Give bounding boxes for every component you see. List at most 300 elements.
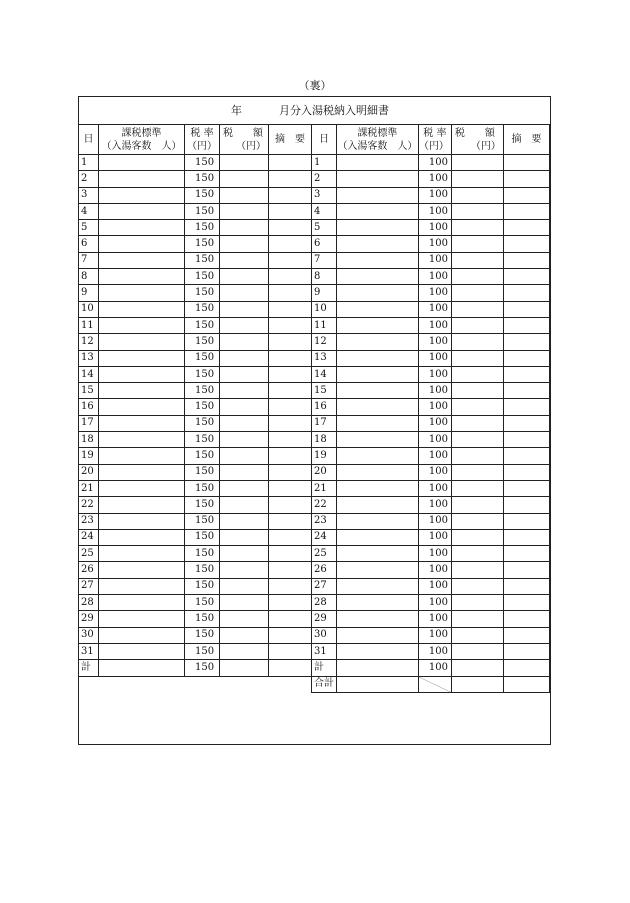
rate-cell: 100: [418, 171, 451, 187]
tax-base-input-cell[interactable]: [337, 317, 419, 333]
table-row: [79, 415, 312, 431]
remarks-input-cell[interactable]: [269, 513, 312, 529]
remarks-input-cell[interactable]: [503, 252, 549, 268]
rate-cell: 150: [185, 203, 220, 219]
tax-base-input-cell[interactable]: [337, 220, 419, 236]
remarks-input-cell[interactable]: [503, 415, 549, 431]
remarks-input-cell[interactable]: [269, 187, 312, 203]
remarks-input-cell[interactable]: [503, 497, 549, 513]
tax-amount-input-cell[interactable]: [451, 611, 503, 627]
rate-label: 税 率: [423, 127, 447, 139]
rate-cell: 150: [185, 480, 220, 496]
tax-base-input-cell[interactable]: [337, 187, 419, 203]
remarks-input-cell[interactable]: [269, 643, 312, 659]
remarks-input-cell[interactable]: [269, 350, 312, 366]
remarks-input-cell[interactable]: [503, 301, 549, 317]
day-cell: 27: [79, 578, 99, 594]
tax-base-input-cell[interactable]: [99, 643, 185, 659]
tax-base-input-cell[interactable]: [99, 317, 185, 333]
rate-cell: 100: [418, 480, 451, 496]
grand-total-remarks-input-cell[interactable]: [503, 676, 549, 692]
day-cell: 17: [312, 415, 337, 431]
rate-cell: 150: [185, 399, 220, 415]
tax-amount-input-cell[interactable]: [451, 187, 503, 203]
tax-amount-input-cell[interactable]: [451, 643, 503, 659]
rate-cell: 100: [418, 383, 451, 399]
day-cell: 25: [79, 546, 99, 562]
rate-cell: 100: [418, 220, 451, 236]
remarks-input-cell[interactable]: [503, 285, 549, 301]
tax-base-input-cell[interactable]: [99, 497, 185, 513]
remarks-input-cell[interactable]: [503, 334, 549, 350]
rate-cell: 150: [185, 464, 220, 480]
tax-amount-input-cell[interactable]: [220, 595, 269, 611]
tax-base-input-cell[interactable]: [337, 203, 419, 219]
total-label: 計: [79, 660, 99, 676]
tax-amount-input-cell[interactable]: [451, 480, 503, 496]
table-row: [79, 480, 312, 496]
grand-total-row: [312, 676, 550, 692]
remarks-input-cell[interactable]: [269, 480, 312, 496]
table-row: [79, 301, 312, 317]
tax-base-input-cell[interactable]: [99, 236, 185, 252]
tax-base-input-cell[interactable]: [337, 350, 419, 366]
day-cell: 10: [312, 301, 337, 317]
table-row: [312, 562, 550, 578]
day-cell: 27: [312, 578, 337, 594]
remarks-input-cell[interactable]: [269, 432, 312, 448]
total-remarks-input-cell[interactable]: [503, 660, 549, 676]
table-row: [79, 546, 312, 562]
rate-cell: 100: [418, 236, 451, 252]
amount-label: 税 額: [454, 127, 495, 139]
tax-base-input-cell[interactable]: [99, 171, 185, 187]
tax-amount-input-cell[interactable]: [220, 383, 269, 399]
total-amount-input-cell[interactable]: [451, 660, 503, 676]
total-label: 計: [312, 660, 337, 676]
tax-amount-input-cell[interactable]: [220, 643, 269, 659]
remarks-input-cell[interactable]: [503, 203, 549, 219]
remarks-input-cell[interactable]: [269, 171, 312, 187]
tax-base-input-cell[interactable]: [337, 611, 419, 627]
total-tax-base-input-cell[interactable]: [337, 660, 419, 676]
table-row: [79, 350, 312, 366]
total-row: [79, 660, 312, 676]
day-cell: 13: [312, 350, 337, 366]
tax-base-input-cell[interactable]: [99, 611, 185, 627]
day-cell: 6: [312, 236, 337, 252]
table-row: [79, 578, 312, 594]
remarks-input-cell[interactable]: [269, 595, 312, 611]
remarks-input-cell[interactable]: [269, 611, 312, 627]
tax-amount-input-cell[interactable]: [451, 236, 503, 252]
remarks-input-cell[interactable]: [503, 366, 549, 382]
day-cell: 21: [312, 480, 337, 496]
tax-base-input-cell[interactable]: [337, 383, 419, 399]
tax-amount-input-cell[interactable]: [220, 448, 269, 464]
tax-base-input-cell[interactable]: [99, 464, 185, 480]
remarks-input-cell[interactable]: [269, 415, 312, 431]
tax-amount-input-cell[interactable]: [451, 432, 503, 448]
tax-amount-input-cell[interactable]: [220, 171, 269, 187]
rate-cell: 100: [418, 269, 451, 285]
rate-cell: 150: [185, 562, 220, 578]
remarks-input-cell[interactable]: [503, 155, 549, 171]
tax-amount-input-cell[interactable]: [451, 464, 503, 480]
remarks-input-cell[interactable]: [269, 546, 312, 562]
table-row: [79, 448, 312, 464]
remarks-input-cell[interactable]: [269, 383, 312, 399]
tax-amount-input-cell[interactable]: [220, 627, 269, 643]
table-row: [79, 366, 312, 382]
tax-amount-input-cell[interactable]: [451, 415, 503, 431]
tax-amount-input-cell[interactable]: [451, 562, 503, 578]
tax-amount-input-cell[interactable]: [451, 497, 503, 513]
tax-amount-input-cell[interactable]: [451, 155, 503, 171]
tax-base-input-cell[interactable]: [99, 187, 185, 203]
tax-base-input-cell[interactable]: [99, 252, 185, 268]
day-cell: 19: [312, 448, 337, 464]
rate-cell: 150: [185, 220, 220, 236]
remarks-input-cell[interactable]: [503, 464, 549, 480]
rate-cell: 150: [185, 383, 220, 399]
rate-cell: 150: [185, 415, 220, 431]
remarks-input-cell[interactable]: [269, 578, 312, 594]
table-row: [79, 155, 312, 171]
tax-amount-input-cell[interactable]: [451, 399, 503, 415]
day-cell: 22: [79, 497, 99, 513]
rate-cell: 150: [185, 432, 220, 448]
tax-base-input-cell[interactable]: [337, 497, 419, 513]
remarks-input-cell[interactable]: [503, 399, 549, 415]
remarks-input-cell[interactable]: [503, 643, 549, 659]
tax-base-input-cell[interactable]: [337, 578, 419, 594]
tax-amount-input-cell[interactable]: [220, 513, 269, 529]
rate-cell: 100: [418, 627, 451, 643]
remarks-input-cell[interactable]: [503, 269, 549, 285]
tax-base-input-cell[interactable]: [337, 546, 419, 562]
tax-amount-input-cell[interactable]: [220, 562, 269, 578]
tax-amount-input-cell[interactable]: [220, 546, 269, 562]
day-cell: 28: [312, 595, 337, 611]
remarks-input-cell[interactable]: [269, 562, 312, 578]
remarks-input-cell[interactable]: [269, 155, 312, 171]
remarks-input-cell[interactable]: [503, 611, 549, 627]
tax-base-input-cell[interactable]: [99, 334, 185, 350]
diagonal-slash: [419, 677, 451, 692]
tax-amount-input-cell[interactable]: [451, 529, 503, 545]
tax-amount-input-cell[interactable]: [220, 301, 269, 317]
tax-base-input-cell[interactable]: [99, 399, 185, 415]
table-row: [312, 399, 550, 415]
remarks-input-cell[interactable]: [503, 595, 549, 611]
day-cell: 25: [312, 546, 337, 562]
tax-amount-input-cell[interactable]: [220, 464, 269, 480]
tax-amount-input-cell[interactable]: [451, 334, 503, 350]
tax-base-input-cell[interactable]: [99, 285, 185, 301]
tax-amount-input-cell[interactable]: [220, 285, 269, 301]
remarks-input-cell[interactable]: [269, 285, 312, 301]
rate-cell: 150: [185, 269, 220, 285]
rate-cell: 100: [418, 448, 451, 464]
tax-base-input-cell[interactable]: [99, 203, 185, 219]
remarks-input-cell[interactable]: [269, 464, 312, 480]
remarks-input-cell[interactable]: [269, 529, 312, 545]
remarks-input-cell[interactable]: [503, 317, 549, 333]
header-row: [79, 125, 312, 155]
day-cell: 8: [79, 269, 99, 285]
day-cell: 29: [312, 611, 337, 627]
tax-amount-input-cell[interactable]: [451, 269, 503, 285]
remarks-input-cell[interactable]: [269, 366, 312, 382]
tax-base-input-cell[interactable]: [337, 236, 419, 252]
remarks-input-cell[interactable]: [269, 269, 312, 285]
tax-amount-input-cell[interactable]: [451, 171, 503, 187]
tax-base-input-cell[interactable]: [337, 285, 419, 301]
tax-amount-input-cell[interactable]: [451, 383, 503, 399]
remarks-input-cell[interactable]: [503, 432, 549, 448]
col-header-rate: [418, 125, 451, 155]
remarks-input-cell[interactable]: [503, 578, 549, 594]
rate-cell: 100: [418, 285, 451, 301]
table-row: [312, 513, 550, 529]
rate-cell: 100: [418, 252, 451, 268]
tax-base-input-cell[interactable]: [337, 480, 419, 496]
remarks-input-cell[interactable]: [269, 399, 312, 415]
rate-cell: 150: [185, 497, 220, 513]
remarks-input-cell[interactable]: [503, 627, 549, 643]
tax-amount-input-cell[interactable]: [451, 366, 503, 382]
remarks-input-cell[interactable]: [269, 252, 312, 268]
day-cell: 4: [312, 203, 337, 219]
tax-amount-input-cell[interactable]: [220, 155, 269, 171]
rate-cell: 150: [185, 301, 220, 317]
tax-base-input-cell[interactable]: [99, 562, 185, 578]
tax-amount-input-cell[interactable]: [451, 203, 503, 219]
remarks-input-cell[interactable]: [503, 220, 549, 236]
day-cell: 23: [79, 513, 99, 529]
tax-amount-input-cell[interactable]: [220, 236, 269, 252]
tax-amount-input-cell[interactable]: [451, 252, 503, 268]
rate-cell: 100: [418, 366, 451, 382]
tax-base-input-cell[interactable]: [337, 529, 419, 545]
tax-amount-input-cell[interactable]: [220, 220, 269, 236]
tax-amount-input-cell[interactable]: [220, 529, 269, 545]
tax-amount-input-cell[interactable]: [451, 350, 503, 366]
tax-amount-input-cell[interactable]: [220, 334, 269, 350]
tax-amount-input-cell[interactable]: [220, 187, 269, 203]
rate-cell: 100: [418, 317, 451, 333]
remarks-input-cell[interactable]: [503, 187, 549, 203]
table-row: [79, 399, 312, 415]
rate-cell: 100: [418, 562, 451, 578]
remarks-input-cell[interactable]: [503, 383, 549, 399]
tax-base-input-cell[interactable]: [337, 366, 419, 382]
tax-base-input-cell[interactable]: [99, 513, 185, 529]
tax-base-input-cell[interactable]: [99, 269, 185, 285]
day-cell: 9: [79, 285, 99, 301]
remarks-input-cell[interactable]: [503, 513, 549, 529]
rate-cell: 150: [185, 350, 220, 366]
remarks-input-cell[interactable]: [503, 350, 549, 366]
tax-base-input-cell[interactable]: [337, 171, 419, 187]
tax-base-input-cell[interactable]: [99, 155, 185, 171]
table-row: [312, 334, 550, 350]
day-cell: 26: [79, 562, 99, 578]
tax-base-input-cell[interactable]: [99, 529, 185, 545]
tax-amount-input-cell[interactable]: [220, 366, 269, 382]
remarks-input-cell[interactable]: [503, 171, 549, 187]
table-row: [312, 383, 550, 399]
tax-amount-input-cell[interactable]: [220, 350, 269, 366]
day-cell: 17: [79, 415, 99, 431]
remarks-input-cell[interactable]: [503, 236, 549, 252]
tax-base-input-cell[interactable]: [99, 578, 185, 594]
rate-cell: 100: [418, 595, 451, 611]
table-row: [312, 497, 550, 513]
remarks-input-cell[interactable]: [269, 236, 312, 252]
remarks-input-cell[interactable]: [269, 317, 312, 333]
tax-amount-input-cell[interactable]: [220, 203, 269, 219]
day-cell: 18: [312, 432, 337, 448]
tax-amount-input-cell[interactable]: [451, 595, 503, 611]
rate-cell: 100: [418, 611, 451, 627]
tax-base-input-cell[interactable]: [99, 220, 185, 236]
table-row: [312, 301, 550, 317]
remarks-input-cell[interactable]: [503, 562, 549, 578]
tax-base-input-cell[interactable]: [99, 546, 185, 562]
remarks-input-cell[interactable]: [269, 627, 312, 643]
day-cell: 23: [312, 513, 337, 529]
tax-amount-input-cell[interactable]: [220, 399, 269, 415]
tax-base-input-cell[interactable]: [99, 383, 185, 399]
tax-amount-input-cell[interactable]: [220, 497, 269, 513]
day-cell: 21: [79, 480, 99, 496]
tax-amount-input-cell[interactable]: [220, 415, 269, 431]
tax-amount-input-cell[interactable]: [220, 480, 269, 496]
day-cell: 16: [312, 399, 337, 415]
tax-base-input-cell[interactable]: [337, 155, 419, 171]
remarks-input-cell[interactable]: [269, 220, 312, 236]
tax-base-input-cell[interactable]: [337, 513, 419, 529]
grand-total-amount-input-cell[interactable]: [451, 676, 503, 692]
tax-base-input-cell[interactable]: [337, 627, 419, 643]
tax-base-input-cell[interactable]: [337, 399, 419, 415]
day-cell: 14: [312, 366, 337, 382]
remarks-input-cell[interactable]: [269, 497, 312, 513]
day-cell: 11: [79, 317, 99, 333]
tax-amount-input-cell[interactable]: [451, 546, 503, 562]
tax-base-input-cell[interactable]: [99, 595, 185, 611]
col-header-rate: [185, 125, 220, 155]
tax-base-input-cell[interactable]: [337, 448, 419, 464]
tax-amount-input-cell[interactable]: [220, 611, 269, 627]
tax-base-unit: （入湯客数 人）: [101, 140, 182, 152]
grand-total-tax-base-input-cell[interactable]: [337, 676, 419, 692]
remarks-input-cell[interactable]: [269, 301, 312, 317]
remarks-input-cell[interactable]: [503, 480, 549, 496]
amount-unit: （円）: [236, 140, 266, 152]
rate-cell: 100: [418, 334, 451, 350]
day-cell: 31: [312, 643, 337, 659]
day-cell: 22: [312, 497, 337, 513]
day-cell: 13: [79, 350, 99, 366]
rate-cell: 150: [185, 317, 220, 333]
rate-cell: 150: [185, 334, 220, 350]
tax-amount-input-cell[interactable]: [451, 285, 503, 301]
tax-base-input-cell[interactable]: [337, 269, 419, 285]
table-row: [312, 171, 550, 187]
tax-amount-input-cell[interactable]: [220, 432, 269, 448]
table-row: [79, 334, 312, 350]
remarks-input-cell[interactable]: [269, 334, 312, 350]
table-row: [312, 448, 550, 464]
day-cell: 7: [312, 252, 337, 268]
tax-base-input-cell[interactable]: [337, 464, 419, 480]
tax-amount-input-cell[interactable]: [451, 513, 503, 529]
tax-base-input-cell[interactable]: [99, 415, 185, 431]
table-row: [312, 578, 550, 594]
tax-amount-input-cell[interactable]: [220, 269, 269, 285]
remarks-input-cell[interactable]: [269, 203, 312, 219]
table-row: [79, 252, 312, 268]
rate-unit: （円）: [187, 140, 217, 152]
table-row: [79, 529, 312, 545]
rate-cell: 150: [185, 643, 220, 659]
tax-base-label: 課税標準: [357, 127, 398, 139]
tax-base-input-cell[interactable]: [99, 448, 185, 464]
tax-amount-input-cell[interactable]: [451, 301, 503, 317]
tax-base-input-cell[interactable]: [99, 366, 185, 382]
remarks-input-cell[interactable]: [269, 448, 312, 464]
tax-amount-input-cell[interactable]: [220, 252, 269, 268]
tax-amount-input-cell[interactable]: [220, 317, 269, 333]
table-row: [312, 252, 550, 268]
tax-amount-input-cell[interactable]: [220, 578, 269, 594]
remarks-input-cell[interactable]: [503, 546, 549, 562]
tax-base-input-cell[interactable]: [337, 562, 419, 578]
tax-base-input-cell[interactable]: [337, 334, 419, 350]
tax-base-input-cell[interactable]: [99, 301, 185, 317]
total-tax-base-input-cell[interactable]: [99, 660, 185, 676]
rate-cell: 100: [418, 529, 451, 545]
remarks-input-cell[interactable]: [503, 529, 549, 545]
tax-amount-input-cell[interactable]: [451, 448, 503, 464]
rate-cell: 150: [185, 236, 220, 252]
tax-amount-input-cell[interactable]: [451, 627, 503, 643]
tax-base-input-cell[interactable]: [99, 627, 185, 643]
total-amount-input-cell[interactable]: [220, 660, 269, 676]
tax-base-input-cell[interactable]: [99, 480, 185, 496]
total-remarks-input-cell[interactable]: [269, 660, 312, 676]
tax-amount-input-cell[interactable]: [451, 578, 503, 594]
tax-base-input-cell[interactable]: [337, 252, 419, 268]
remarks-input-cell[interactable]: [503, 448, 549, 464]
tax-base-input-cell[interactable]: [337, 415, 419, 431]
rate-cell: 100: [418, 643, 451, 659]
tax-base-input-cell[interactable]: [99, 432, 185, 448]
tax-base-input-cell[interactable]: [337, 643, 419, 659]
rate-cell: 150: [185, 595, 220, 611]
tax-base-input-cell[interactable]: [337, 301, 419, 317]
tax-amount-input-cell[interactable]: [451, 317, 503, 333]
tax-base-input-cell[interactable]: [337, 595, 419, 611]
tax-base-input-cell[interactable]: [99, 350, 185, 366]
tax-base-input-cell[interactable]: [337, 432, 419, 448]
table-row: [79, 513, 312, 529]
tax-amount-input-cell[interactable]: [451, 220, 503, 236]
table-row: [79, 627, 312, 643]
